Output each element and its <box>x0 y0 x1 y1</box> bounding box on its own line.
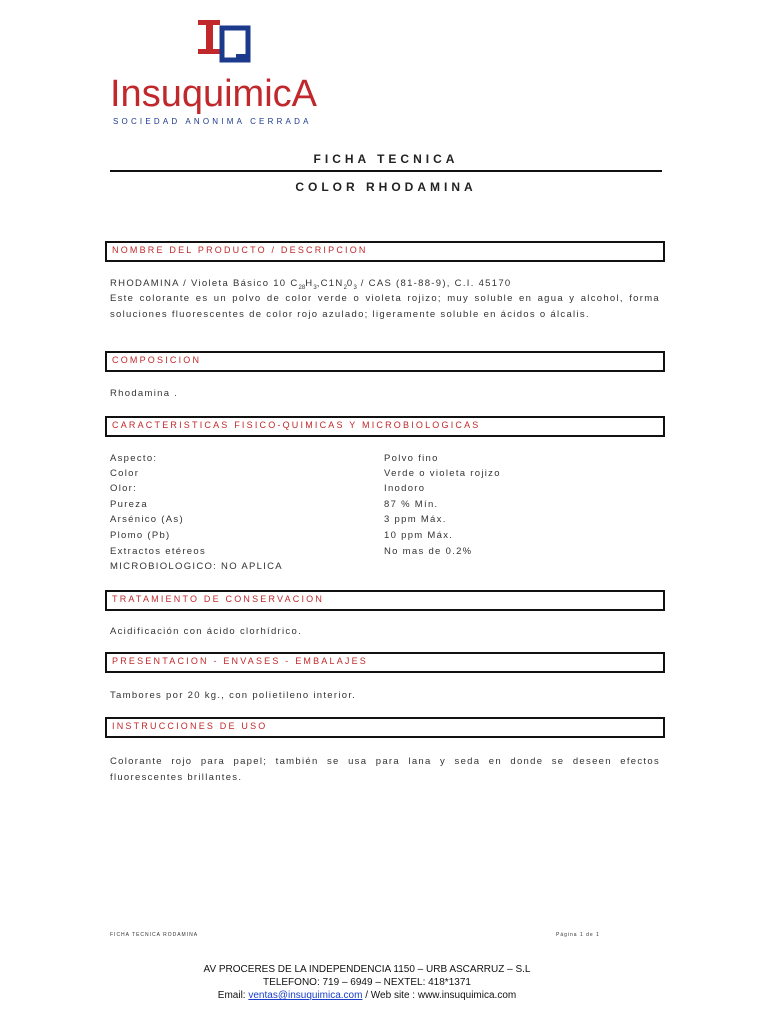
footer-doc-name: FICHA TECNICA RODAMINA <box>110 932 199 938</box>
property-value: Inodoro <box>384 483 426 494</box>
property-label: Pureza <box>110 499 148 510</box>
section-heading: PRESENTACION - ENVASES - EMBALAJES <box>112 656 369 666</box>
footer-website: / Web site : www.insuquimica.com <box>362 990 517 1001</box>
section-instrucciones <box>105 717 665 738</box>
property-value: 87 % Mín. <box>384 499 439 510</box>
footer-email-label: Email: <box>217 990 246 1001</box>
section-caracteristicas <box>105 416 665 437</box>
section-heading: INSTRUCCIONES DE USO <box>112 721 268 731</box>
property-label: Plomo (Pb) <box>110 530 171 541</box>
company-subtitle: SOCIEDAD ANONIMA CERRADA <box>113 117 312 126</box>
section-heading: TRATAMIENTO DE CONSERVACION <box>112 594 325 604</box>
footer-page-number: Página 1 de 1 <box>556 932 600 938</box>
property-label: Color <box>110 468 140 479</box>
property-label: Olor: <box>110 483 138 494</box>
title-divider <box>110 170 662 172</box>
treatment-text: Acidificación con ácido clorhídrico. <box>110 626 303 637</box>
section-presentacion <box>105 652 665 673</box>
property-label: Aspecto: <box>110 453 158 464</box>
presentation-text: Tambores por 20 kg., con polietileno interior. <box>110 690 357 701</box>
document-subtitle: COLOR RHODAMINA <box>295 180 477 194</box>
property-value: 10 ppm Máx. <box>384 530 454 541</box>
footer-email-link[interactable]: ventas@insuquimica.com <box>248 990 363 1001</box>
footer-address: AV PROCERES DE LA INDEPENDENCIA 1150 – URB ASCARRUZ – S.L <box>203 964 531 975</box>
section-tratamiento <box>105 590 665 611</box>
footer-phone: TELEFONO: 719 – 6949 – NEXTEL: 418*1371 <box>263 977 471 988</box>
section-nombre-producto <box>105 241 665 262</box>
company-name: InsuquimicA <box>110 73 317 115</box>
product-description: Este colorante es un polvo de color verde o violeta rojizo; muy soluble en agua y alcohol, forma soluciones fluorescentes de color rojo azulado; ligeramente soluble en ácidos o álcalis. <box>110 293 660 320</box>
iq-logo-mark-icon <box>198 16 256 70</box>
property-value: Polvo fino <box>384 453 439 464</box>
property-value: Verde o violeta rojizo <box>384 468 501 479</box>
footer-contact <box>0 990 734 1001</box>
section-heading: COMPOSICION <box>112 355 202 365</box>
property-value: 3 ppm Máx. <box>384 514 447 525</box>
product-name-line: RHODAMINA / Violeta Básico 10 $C_{28}H_3,C1N_20_3$ / CAS (81-88-9), C.I. 45170 <box>110 278 512 291</box>
section-heading: CARACTERISTICAS FISICO-QUIMICAS Y MICROBIOLOGICAS <box>112 420 481 430</box>
document-title: FICHA TECNICA <box>313 152 459 166</box>
company-logo <box>110 14 350 129</box>
section-composicion <box>105 351 665 372</box>
instructions-text: Colorante rojo para papel; también se usa para lana y seda en donde se deseen efectos fluorescentes brillantes. <box>110 756 660 783</box>
property-label: Extractos etéreos <box>110 546 207 557</box>
microbiologico-note: MICROBIOLOGICO: NO APLICA <box>110 561 283 572</box>
property-value: No mas de 0.2% <box>384 546 473 557</box>
property-label: Arsénico (As) <box>110 514 184 525</box>
section-heading: NOMBRE DEL PRODUCTO / DESCRIPCION <box>112 245 368 255</box>
composition-text: Rhodamina . <box>110 388 179 399</box>
